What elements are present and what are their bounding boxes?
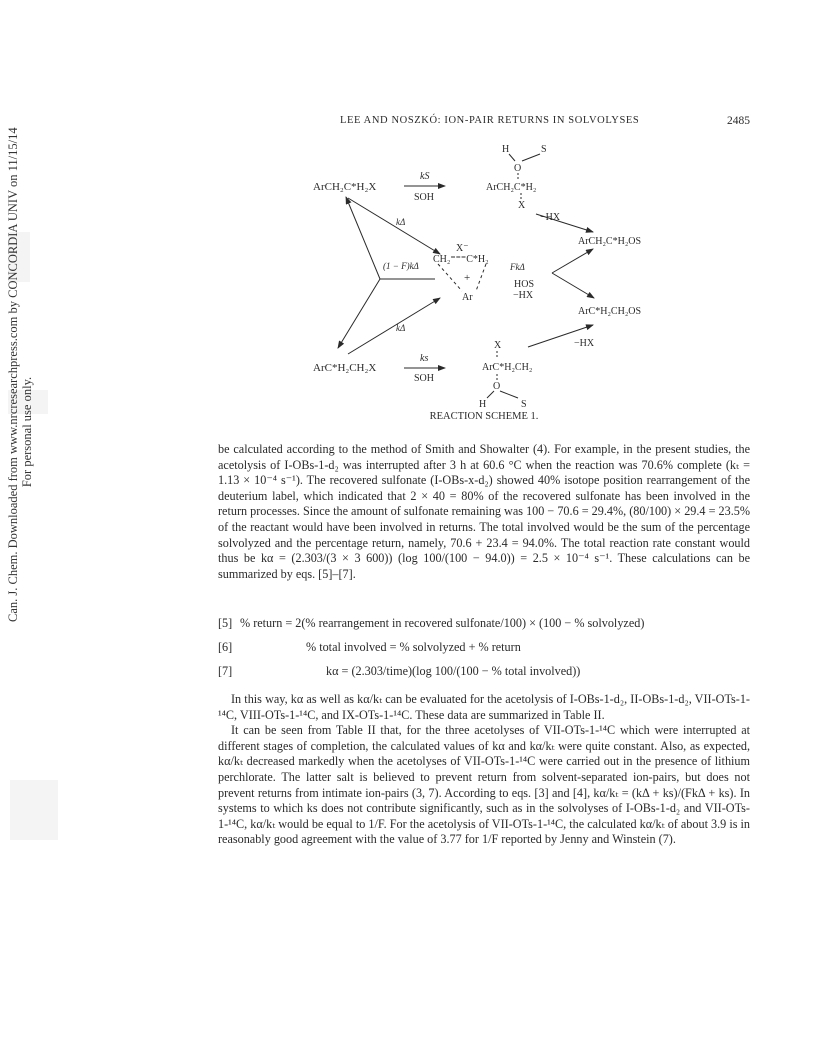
bottom-adduct-s: S — [521, 399, 527, 410]
top-adduct-o: O — [514, 163, 522, 174]
soh-label-bottom: SOH — [414, 373, 435, 384]
minus-hx-label-bottom: −HX — [574, 338, 595, 349]
top-adduct-h: H — [502, 144, 510, 155]
k-delta-label-top: kΔ — [396, 217, 406, 227]
hos-label: HOS — [514, 279, 535, 290]
f-k-delta-label: FkΔ — [510, 262, 525, 272]
top-adduct-chain: ArCH₂C*H₂ — [486, 182, 537, 193]
reaction-scheme — [300, 138, 680, 410]
scan-smudge — [10, 780, 58, 840]
equation-text: % total involved = % solvolyzed + % return — [306, 640, 521, 654]
side-note-line-1: Can. J. Chem. Downloaded from www.nrcresearchpress.com by CONCORDIA UNIV on 11/15/14 — [6, 127, 20, 622]
equation-7 — [218, 664, 750, 688]
ks-label-top: kS — [420, 171, 430, 182]
equation-number: [5] — [218, 616, 233, 630]
ion-pair-cation: CH₂⁼⁼⁼C*H₂ — [433, 254, 489, 265]
page-number: 2485 — [727, 115, 750, 127]
bottom-adduct-chain: ArC*H₂CH₂ — [482, 362, 533, 373]
bottom-adduct-o: O — [493, 381, 501, 392]
ion-pair-plus: + — [464, 272, 471, 284]
minus-hx-label-mid: −HX — [513, 290, 534, 301]
body-paragraphs-block — [218, 692, 750, 848]
download-side-note — [6, 127, 34, 622]
bottom-adduct-x: X — [494, 340, 502, 351]
equation-number: [6] — [218, 640, 233, 654]
minus-hx-label-top: −HX — [540, 212, 561, 223]
body-paragraph-3: It can be seen from Table II that, for the three acetolyses of VII-OTs-1-¹⁴C which were interrupted at different stages of completion, the calculated values of kα and kα/kₜ were quite constant. Also, as expected, kα/kₜ decreased markedly when the acetolyses of VII-OTs-1-¹⁴C were carried out in the presence of lithium perchlorate. The latter salt is believed to prevent return from solvent-separated ion-pairs, but does not prevent returns from intimate ion-pairs (3, 7). According to eqs. [3] and [4], kα/kₜ = (kΔ + ks)/(FkΔ + ks). In systems to which ks does not contribute significantly, such as in the solvolyses of I-OBs-1-d₂ and VII-OTs-1-¹⁴C, kα/kₜ would be equal to 1/F. For the acetolysis of VII-OTs-1-¹⁴C, the calculated kα/kₜ of about 3.9 is in reasonably good agreement with the value of 3.77 for 1/F reported by Jenny and Winstein (7). — [218, 723, 750, 847]
equation-6 — [218, 640, 750, 664]
equation-number: [7] — [218, 664, 233, 678]
equation-5 — [218, 616, 750, 640]
body-paragraph-2: In this way, kα as well as kα/kₜ can be evaluated for the acetolysis of I-OBs-1-d₂, II-OBs-1-d₂, VII-OTs-1-¹⁴C, VIII-OTs-1-¹⁴C, and IX-OTs-1-¹⁴C. These data are summarized in Table II. — [218, 692, 750, 722]
equation-text: kα = (2.303/time)(log 100/(100 − % total involved)) — [326, 664, 581, 678]
bottom-adduct-h: H — [479, 399, 487, 410]
reactant-bottom-label: ArC*H₂CH₂X — [313, 362, 377, 374]
ion-pair-anion: X⁻ — [456, 243, 469, 254]
body-paragraph-1: be calculated according to the method of Smith and Showalter (4). For example, in the present studies, the acetolysis of I-OBs-1-d₂ was interrupted after 3 h at 60.6 °C when the reaction was 70.6% complete (kₜ = 1.13 × 10⁻⁴ s⁻¹). The recovered sulfonate (I-OBs-x-d₂) showed 40% isotope position rearrangement of the deuterium label, which indicated that 2 × 40 = 80% of the recovered sulfonate has been involved in the return processes. Since the amount of sulfonate remaining was 100 − 70.6 = 29.4%, (80/100) × 29.4 = 23.5% of the reactant would have been involved in returns. The total involved would be the sum of the percentage solvolyzed and the percentage return, namely, 70.6 + 23.4 = 94.0%. The total reaction rate constant would thus be kα = (2.303/(3 × 3 600)) (log 100/(100 − 94.0)) = 2.5 × 10⁻⁴ s⁻¹. These calculations can be summarized by eqs. [5]–[7]. — [218, 442, 750, 581]
return-rate-label: (1 − F)kΔ — [383, 261, 419, 271]
side-note-line-2: For personal use only. — [20, 376, 34, 488]
top-adduct-x: X — [518, 200, 526, 211]
body-paragraph-1-block — [218, 442, 750, 582]
top-adduct-s: S — [541, 144, 547, 155]
product-bottom-right: ArC*H₂CH₂OS — [578, 306, 642, 317]
ion-pair-ar: Ar — [462, 292, 473, 303]
page-header — [218, 115, 750, 131]
reactant-top-label: ArCH₂C*H₂X — [313, 181, 377, 193]
product-top-right: ArCH₂C*H₂OS — [578, 236, 642, 247]
scheme-caption: REACTION SCHEME 1. — [429, 411, 539, 422]
soh-label-top: SOH — [414, 192, 435, 203]
equation-text: % return = 2(% rearrangement in recovered sulfonate/100) × (100 − % solvolyzed) — [240, 616, 645, 630]
ks-label-bottom: ks — [420, 353, 429, 364]
k-delta-label-bottom: kΔ — [396, 323, 406, 333]
running-head: LEE AND NOSZKÓ: ION-PAIR RETURNS IN SOLVOLYSES — [340, 115, 640, 126]
equation-list — [218, 616, 750, 688]
